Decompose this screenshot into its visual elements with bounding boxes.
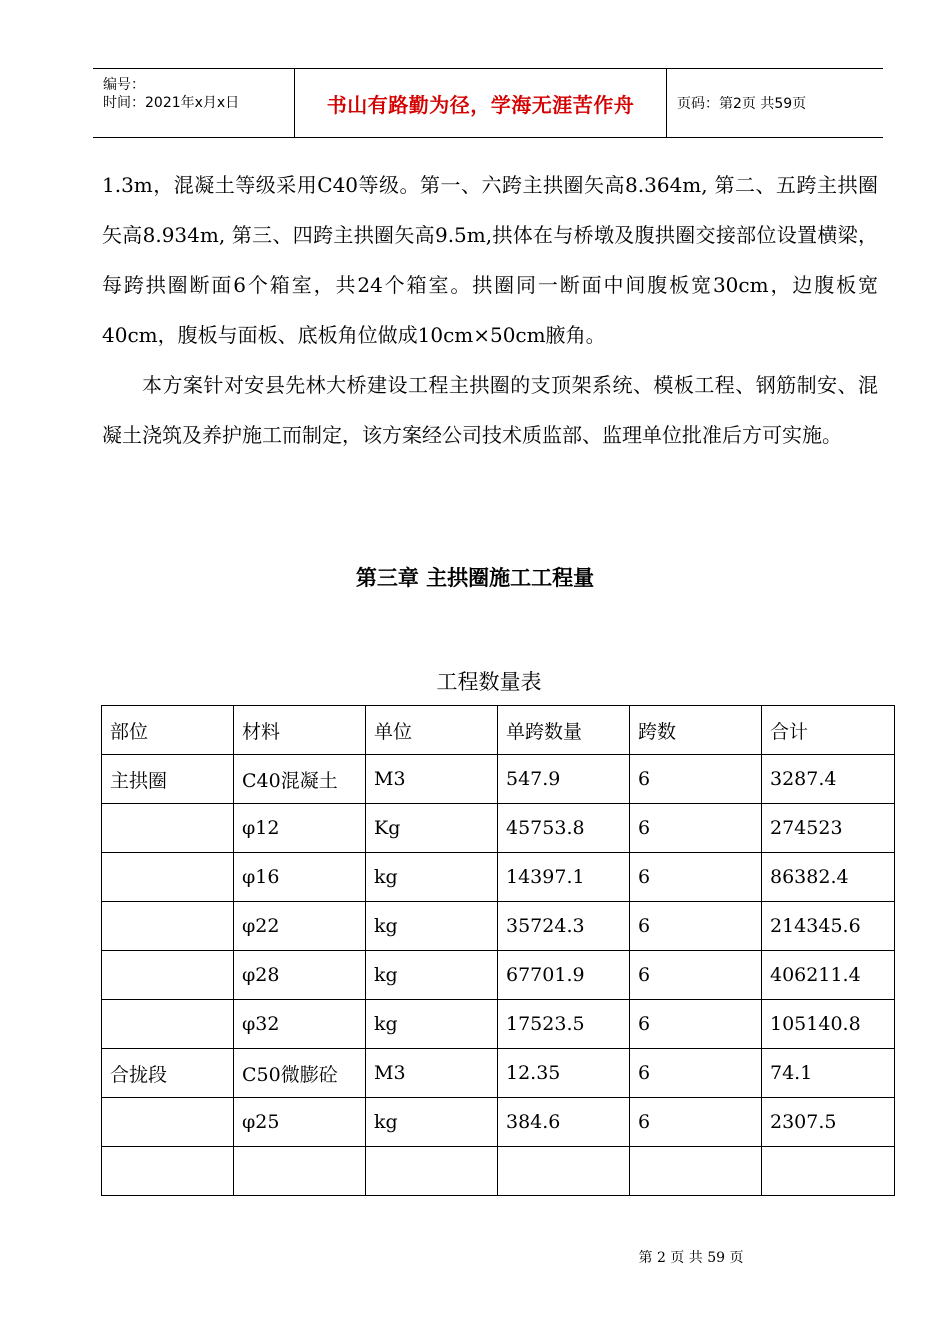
table-cell: 86382.4 — [762, 853, 895, 902]
table-cell — [102, 902, 234, 951]
time-label: 时间：2021年x月x日 — [103, 95, 240, 111]
table-cell: 主拱圈 — [102, 755, 234, 804]
table-cell — [102, 804, 234, 853]
table-cell: kg — [366, 1000, 498, 1049]
table-cell: φ12 — [234, 804, 366, 853]
table-row — [102, 1147, 895, 1196]
table-row — [102, 902, 895, 951]
table-cell: 214345.6 — [762, 902, 895, 951]
table-cell — [102, 951, 234, 1000]
table-cell: kg — [366, 853, 498, 902]
table-cell: φ28 — [234, 951, 366, 1000]
table-cell: 合拢段 — [102, 1049, 234, 1098]
table-cell: 6 — [630, 853, 762, 902]
table-cell: 406211.4 — [762, 951, 895, 1000]
table-cell: C50微膨砼 — [234, 1049, 366, 1098]
table-row — [102, 755, 895, 804]
table-cell: kg — [366, 951, 498, 1000]
table-cell: M3 — [366, 1049, 498, 1098]
table-cell: kg — [366, 902, 498, 951]
table-cell — [498, 1147, 630, 1196]
table-cell: φ16 — [234, 853, 366, 902]
table-cell: 67701.9 — [498, 951, 630, 1000]
table-cell: 35724.3 — [498, 902, 630, 951]
table-cell: 6 — [630, 902, 762, 951]
table-cell: 6 — [630, 804, 762, 853]
table-cell: φ32 — [234, 1000, 366, 1049]
table-cell: 14397.1 — [498, 853, 630, 902]
table-row — [102, 853, 895, 902]
table-header-cell: 材料 — [234, 706, 366, 755]
table-header-cell: 单位 — [366, 706, 498, 755]
table-cell: φ25 — [234, 1098, 366, 1147]
table-header-cell: 部位 — [102, 706, 234, 755]
table-row — [102, 1049, 895, 1098]
page-header — [93, 68, 883, 138]
header-page-info: 页码：第2页 共59页 — [677, 96, 807, 112]
table-cell: 6 — [630, 755, 762, 804]
table-header-row — [102, 706, 895, 755]
table-cell: 3287.4 — [762, 755, 895, 804]
table-cell: 2307.5 — [762, 1098, 895, 1147]
table-cell — [234, 1147, 366, 1196]
chapter-title: 第三章 主拱圈施工工程量 — [355, 566, 595, 590]
table-row — [102, 804, 895, 853]
table-cell: 384.6 — [498, 1098, 630, 1147]
table-cell: 274523 — [762, 804, 895, 853]
table-cell — [366, 1147, 498, 1196]
table-row — [102, 951, 895, 1000]
table-cell: φ22 — [234, 902, 366, 951]
motto: 书山有路勤为径，学海无涯苦作舟 — [326, 92, 635, 117]
table-cell: 12.35 — [498, 1049, 630, 1098]
table-cell: M3 — [366, 755, 498, 804]
table-cell: 6 — [630, 1098, 762, 1147]
table-cell: 6 — [630, 1000, 762, 1049]
table-cell: 6 — [630, 951, 762, 1000]
table-cell: 45753.8 — [498, 804, 630, 853]
table-cell: C40混凝土 — [234, 755, 366, 804]
table-header-cell: 合计 — [762, 706, 895, 755]
table-cell: 6 — [630, 1049, 762, 1098]
header-page-cell — [667, 69, 883, 137]
table-cell: 105140.8 — [762, 1000, 895, 1049]
table-cell: 17523.5 — [498, 1000, 630, 1049]
table-cell — [102, 1098, 234, 1147]
table-header-cell: 单跨数量 — [498, 706, 630, 755]
table-cell — [762, 1147, 895, 1196]
table-cell: Kg — [366, 804, 498, 853]
paragraph-1: 1.3m，混凝土等级采用C40等级。第一、六跨主拱圈矢高8.364m, 第二、五跨主拱圈矢高8.934m, 第三、四跨主拱圈矢高9.5m,拱体在与桥墩及腹拱圈交接部位设置横梁，每跨拱圈断面6个箱室，共24个箱室。拱圈同一断面中间腹板宽30cm，边腹板宽40cm，腹板与面板、底板角位做成10cm×50cm腋角。 — [102, 173, 878, 347]
table-header-cell: 跨数 — [630, 706, 762, 755]
paragraph-2: 本方案针对安县先林大桥建设工程主拱圈的支顶架系统、模板工程、钢筋制安、混凝土浇筑及养护施工而制定，该方案经公司技术质监部、监理单位批准后方可实施。 — [102, 373, 878, 447]
table-row — [102, 1000, 895, 1049]
table-cell: 74.1 — [762, 1049, 895, 1098]
table-cell — [102, 1000, 234, 1049]
table-row — [102, 1098, 895, 1147]
header-motto-cell — [295, 69, 667, 137]
quantity-table — [101, 705, 895, 1196]
page-footer: 第 2 页 共 59 页 — [638, 1250, 744, 1266]
table-cell: kg — [366, 1098, 498, 1147]
table-caption: 工程数量表 — [436, 670, 542, 694]
table-cell: 547.9 — [498, 755, 630, 804]
table-cell — [630, 1147, 762, 1196]
serial-label: 编号： — [103, 77, 145, 93]
table-cell — [102, 853, 234, 902]
body-text — [102, 160, 878, 460]
table-cell — [102, 1147, 234, 1196]
header-meta-cell — [93, 69, 295, 137]
